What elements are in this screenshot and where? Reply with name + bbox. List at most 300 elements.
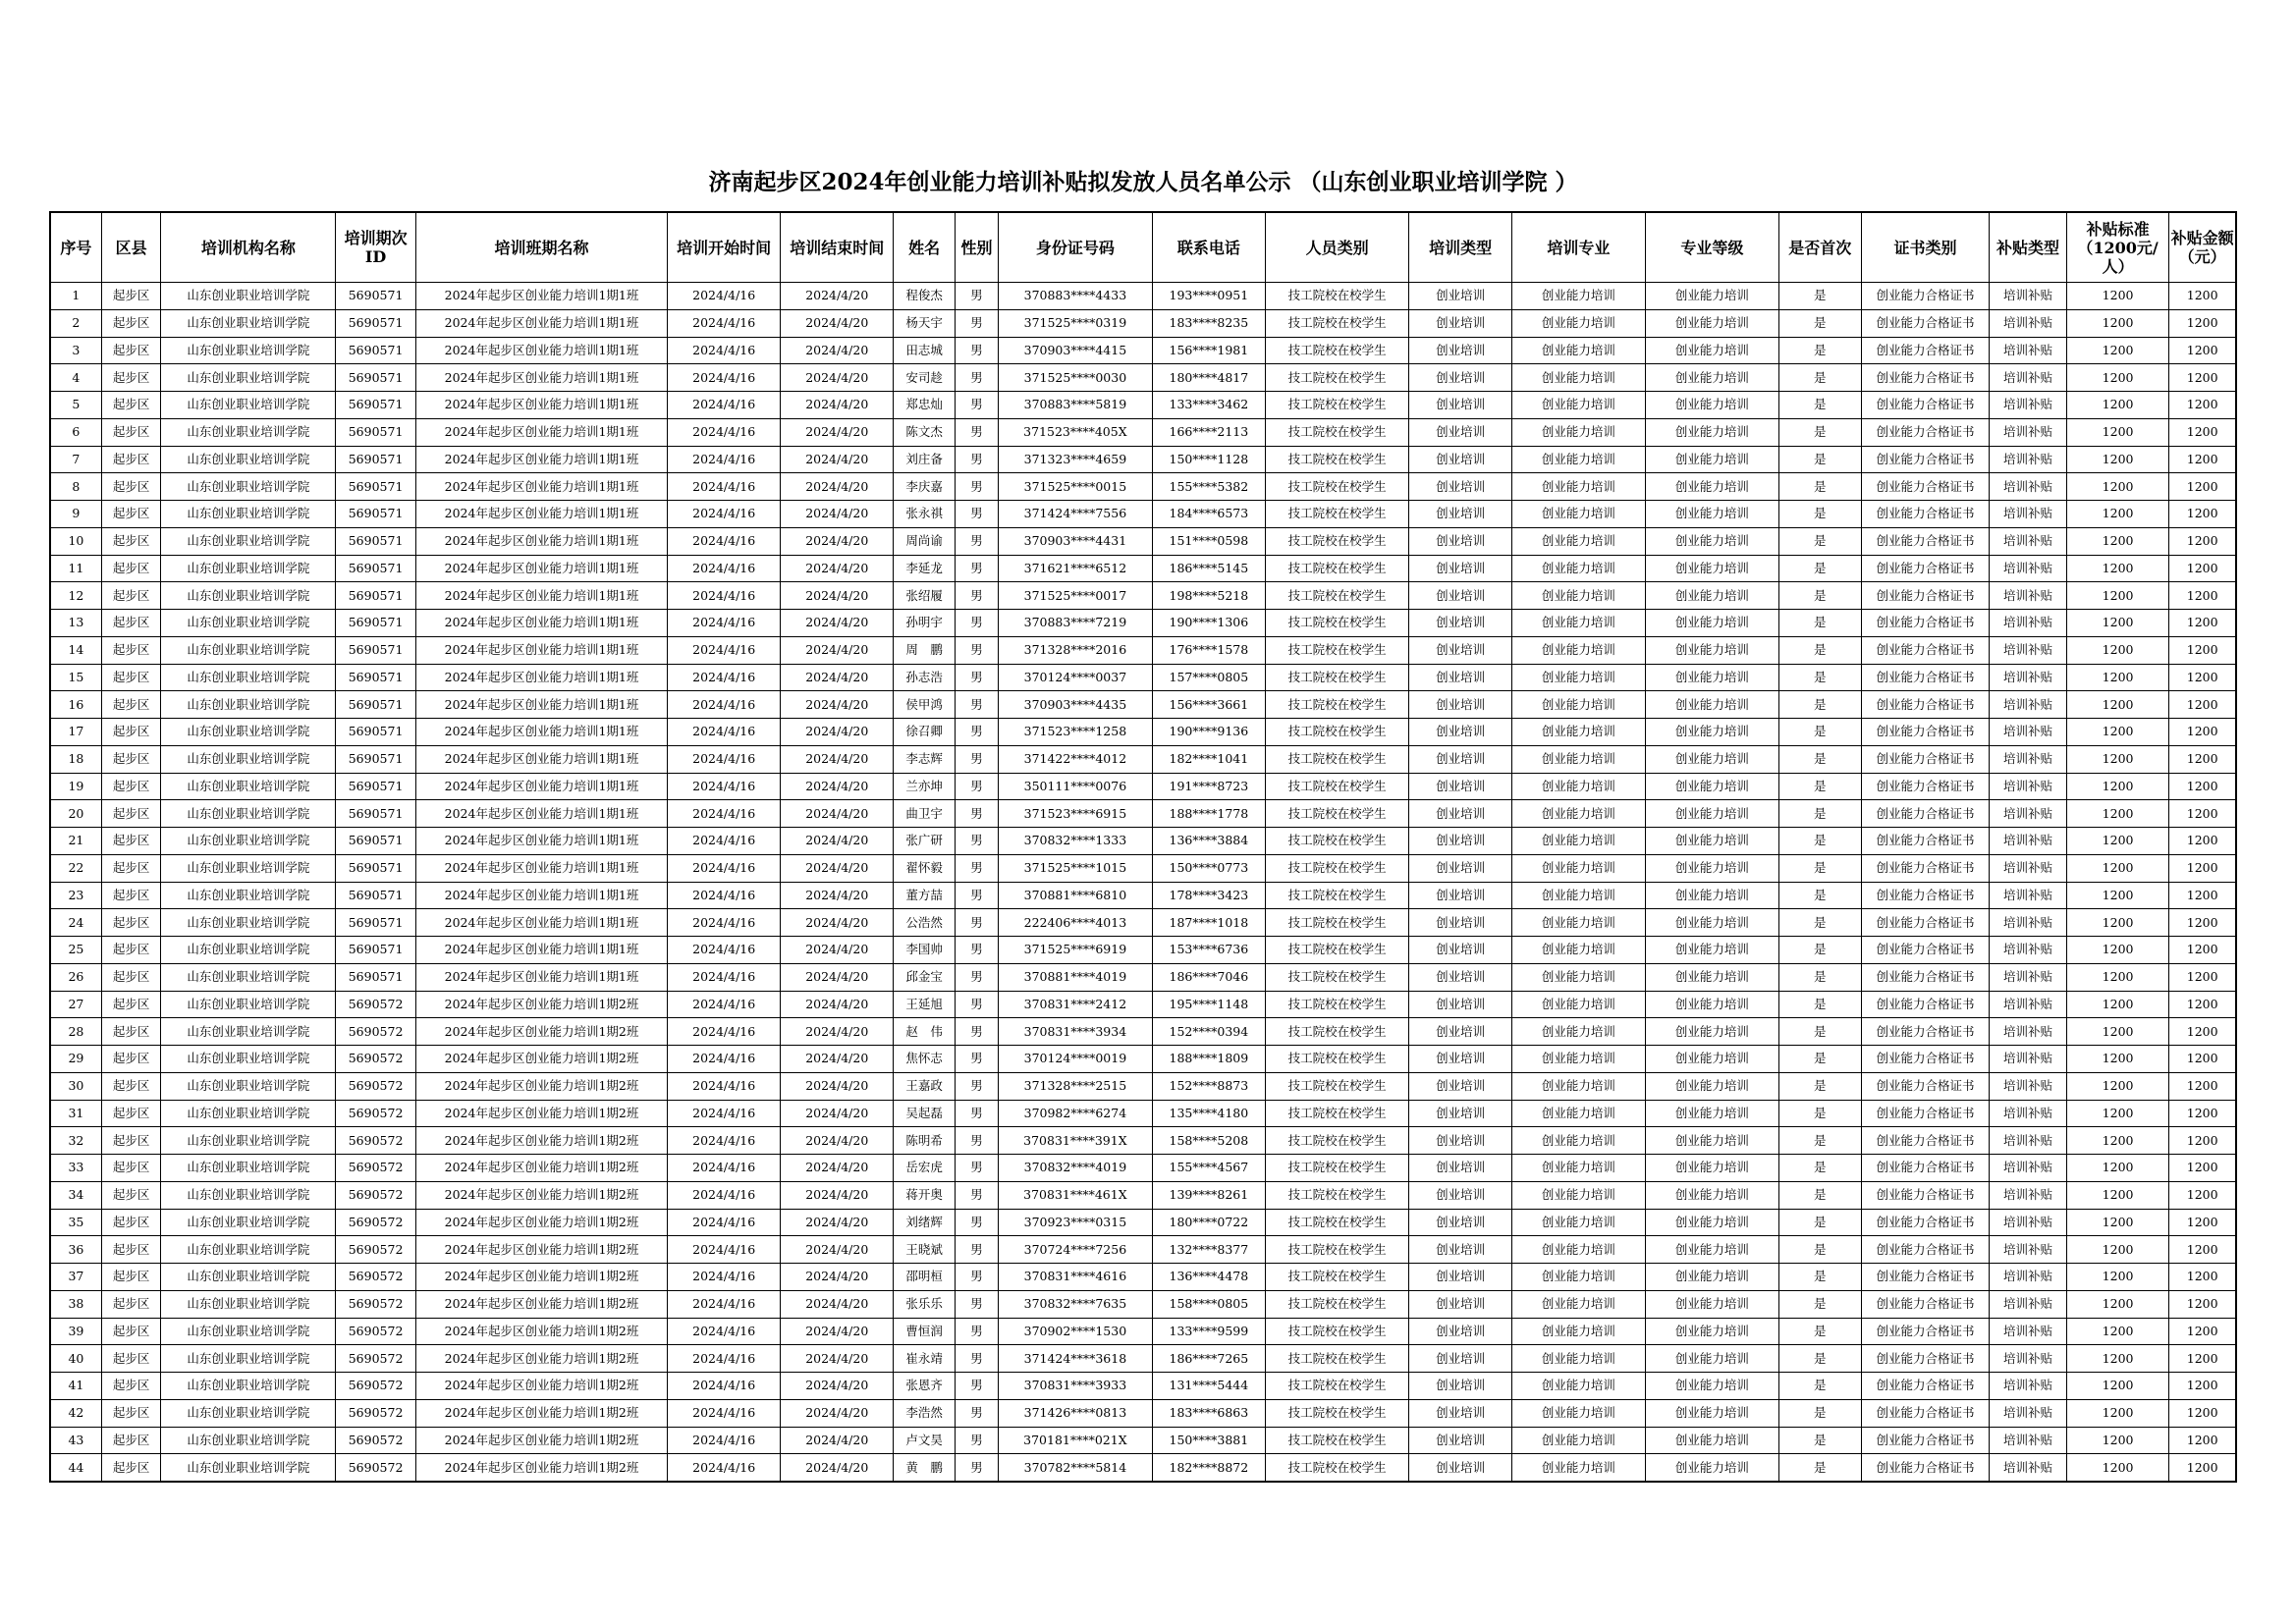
subsidy-standard-cell: 1200: [2066, 1399, 2169, 1427]
row-no-cell: 36: [50, 1236, 101, 1264]
end-date-cell: 2024/4/20: [781, 691, 894, 719]
header-cell: 序号: [50, 212, 101, 283]
training-type-cell: 创业培训: [1409, 937, 1512, 964]
gender-cell: 男: [956, 1100, 999, 1127]
training-major-cell: 创业能力培训: [1511, 1046, 1645, 1073]
training-type-cell: 创业培训: [1409, 1290, 1512, 1318]
start-date-cell: 2024/4/16: [668, 1018, 781, 1046]
subsidy-standard-cell: 1200: [2066, 1018, 2169, 1046]
start-date-cell: 2024/4/16: [668, 582, 781, 610]
id-number-cell: 350111****0076: [998, 773, 1152, 800]
class-name-cell: 2024年起步区创业能力培训1期1班: [415, 909, 667, 937]
training-type-cell: 创业培训: [1409, 664, 1512, 691]
class-name-cell: 2024年起步区创业能力培训1期2班: [415, 1181, 667, 1209]
district-cell: 起步区: [101, 1072, 161, 1100]
org-name-cell: 山东创业职业培训学院: [161, 473, 336, 501]
training-type-cell: 创业培训: [1409, 337, 1512, 364]
subsidy-amount-cell: 1200: [2169, 909, 2236, 937]
end-date-cell: 2024/4/20: [781, 1209, 894, 1236]
end-date-cell: 2024/4/20: [781, 991, 894, 1018]
first-time-cell: 是: [1778, 1373, 1861, 1400]
major-level-cell: 创业能力培训: [1645, 1181, 1778, 1209]
first-time-cell: 是: [1778, 1155, 1861, 1182]
person-category-cell: 技工院校在校学生: [1265, 1399, 1408, 1427]
subsidy-amount-cell: 1200: [2169, 582, 2236, 610]
training-major-cell: 创业能力培训: [1511, 909, 1645, 937]
subsidy-type-cell: 培训补贴: [1990, 1072, 2066, 1100]
person-category-cell: 技工院校在校学生: [1265, 1072, 1408, 1100]
row-no-cell: 23: [50, 882, 101, 909]
district-cell: 起步区: [101, 636, 161, 664]
training-type-cell: 创业培训: [1409, 610, 1512, 637]
period-id-cell: 5690571: [336, 745, 416, 773]
table-row: [50, 283, 2236, 310]
training-type-cell: 创业培训: [1409, 283, 1512, 310]
id-number-cell: 371424****3618: [998, 1345, 1152, 1373]
class-name-cell: 2024年起步区创业能力培训1期1班: [415, 691, 667, 719]
person-name-cell: 周 鹏: [894, 636, 956, 664]
certificate-type-cell: 创业能力合格证书: [1861, 937, 1990, 964]
class-name-cell: 2024年起步区创业能力培训1期1班: [415, 337, 667, 364]
org-name-cell: 山东创业职业培训学院: [161, 854, 336, 882]
first-time-cell: 是: [1778, 854, 1861, 882]
training-major-cell: 创业能力培训: [1511, 1318, 1645, 1345]
subsidy-amount-cell: 1200: [2169, 1318, 2236, 1345]
subsidy-type-cell: 培训补贴: [1990, 1209, 2066, 1236]
phone-cell: 188****1809: [1152, 1046, 1265, 1073]
subsidy-amount-cell: 1200: [2169, 337, 2236, 364]
person-name-cell: 兰亦坤: [894, 773, 956, 800]
class-name-cell: 2024年起步区创业能力培训1期2班: [415, 1127, 667, 1155]
subsidy-type-cell: 培训补贴: [1990, 501, 2066, 528]
class-name-cell: 2024年起步区创业能力培训1期2班: [415, 991, 667, 1018]
period-id-cell: 5690572: [336, 1072, 416, 1100]
id-number-cell: 371328****2016: [998, 636, 1152, 664]
major-level-cell: 创业能力培训: [1645, 1290, 1778, 1318]
class-name-cell: 2024年起步区创业能力培训1期1班: [415, 473, 667, 501]
end-date-cell: 2024/4/20: [781, 610, 894, 637]
person-name-cell: 安司趁: [894, 364, 956, 392]
org-name-cell: 山东创业职业培训学院: [161, 664, 336, 691]
subsidy-type-cell: 培训补贴: [1990, 582, 2066, 610]
class-name-cell: 2024年起步区创业能力培训1期2班: [415, 1100, 667, 1127]
training-major-cell: 创业能力培训: [1511, 664, 1645, 691]
class-name-cell: 2024年起步区创业能力培训1期2班: [415, 1427, 667, 1454]
subsidy-standard-cell: 1200: [2066, 1345, 2169, 1373]
subsidy-type-cell: 培训补贴: [1990, 527, 2066, 555]
certificate-type-cell: 创业能力合格证书: [1861, 418, 1990, 446]
district-cell: 起步区: [101, 418, 161, 446]
phone-cell: 133****3462: [1152, 392, 1265, 419]
training-type-cell: 创业培训: [1409, 364, 1512, 392]
subsidy-standard-cell: 1200: [2066, 991, 2169, 1018]
gender-cell: 男: [956, 882, 999, 909]
person-name-cell: 李国帅: [894, 937, 956, 964]
subsidy-standard-cell: 1200: [2066, 501, 2169, 528]
org-name-cell: 山东创业职业培训学院: [161, 1127, 336, 1155]
first-time-cell: 是: [1778, 1018, 1861, 1046]
end-date-cell: 2024/4/20: [781, 1155, 894, 1182]
training-major-cell: 创业能力培训: [1511, 418, 1645, 446]
district-cell: 起步区: [101, 337, 161, 364]
district-cell: 起步区: [101, 1100, 161, 1127]
id-number-cell: 222406****4013: [998, 909, 1152, 937]
subsidy-type-cell: 培训补贴: [1990, 991, 2066, 1018]
end-date-cell: 2024/4/20: [781, 1290, 894, 1318]
subsidy-amount-cell: 1200: [2169, 392, 2236, 419]
period-id-cell: 5690572: [336, 1427, 416, 1454]
training-type-cell: 创业培训: [1409, 963, 1512, 991]
training-major-cell: 创业能力培训: [1511, 337, 1645, 364]
district-cell: 起步区: [101, 745, 161, 773]
subsidy-roster-table: [49, 211, 2237, 1483]
district-cell: 起步区: [101, 1264, 161, 1291]
training-major-cell: 创业能力培训: [1511, 610, 1645, 637]
certificate-type-cell: 创业能力合格证书: [1861, 773, 1990, 800]
table-row: [50, 773, 2236, 800]
training-type-cell: 创业培训: [1409, 473, 1512, 501]
table-row: [50, 1399, 2236, 1427]
period-id-cell: 5690571: [336, 854, 416, 882]
org-name-cell: 山东创业职业培训学院: [161, 337, 336, 364]
first-time-cell: 是: [1778, 1454, 1861, 1482]
subsidy-standard-cell: 1200: [2066, 527, 2169, 555]
header-cell: 是否首次: [1778, 212, 1861, 283]
end-date-cell: 2024/4/20: [781, 909, 894, 937]
certificate-type-cell: 创业能力合格证书: [1861, 1345, 1990, 1373]
gender-cell: 男: [956, 501, 999, 528]
header-cell: 补贴类型: [1990, 212, 2066, 283]
start-date-cell: 2024/4/16: [668, 555, 781, 582]
first-time-cell: 是: [1778, 527, 1861, 555]
first-time-cell: 是: [1778, 963, 1861, 991]
training-type-cell: 创业培训: [1409, 309, 1512, 337]
training-major-cell: 创业能力培训: [1511, 1127, 1645, 1155]
id-number-cell: 371523****6915: [998, 800, 1152, 828]
table-row: [50, 501, 2236, 528]
person-category-cell: 技工院校在校学生: [1265, 1318, 1408, 1345]
district-cell: 起步区: [101, 473, 161, 501]
subsidy-standard-cell: 1200: [2066, 1155, 2169, 1182]
certificate-type-cell: 创业能力合格证书: [1861, 991, 1990, 1018]
person-name-cell: 公浩然: [894, 909, 956, 937]
phone-cell: 150****0773: [1152, 854, 1265, 882]
first-time-cell: 是: [1778, 636, 1861, 664]
training-major-cell: 创业能力培训: [1511, 1399, 1645, 1427]
row-no-cell: 38: [50, 1290, 101, 1318]
training-major-cell: 创业能力培训: [1511, 1454, 1645, 1482]
certificate-type-cell: 创业能力合格证书: [1861, 1127, 1990, 1155]
page-title: 济南起步区2024年创业能力培训补贴拟发放人员名单公示 （山东创业职业培训学院 ）: [708, 169, 1578, 195]
header-cell: 培训专业: [1511, 212, 1645, 283]
district-cell: 起步区: [101, 937, 161, 964]
major-level-cell: 创业能力培训: [1645, 719, 1778, 746]
class-name-cell: 2024年起步区创业能力培训1期1班: [415, 283, 667, 310]
subsidy-amount-cell: 1200: [2169, 1345, 2236, 1373]
subsidy-amount-cell: 1200: [2169, 991, 2236, 1018]
district-cell: 起步区: [101, 1290, 161, 1318]
subsidy-standard-cell: 1200: [2066, 392, 2169, 419]
subsidy-amount-cell: 1200: [2169, 418, 2236, 446]
row-no-cell: 10: [50, 527, 101, 555]
start-date-cell: 2024/4/16: [668, 1181, 781, 1209]
org-name-cell: 山东创业职业培训学院: [161, 1345, 336, 1373]
end-date-cell: 2024/4/20: [781, 800, 894, 828]
person-category-cell: 技工院校在校学生: [1265, 283, 1408, 310]
id-number-cell: 371525****0017: [998, 582, 1152, 610]
subsidy-amount-cell: 1200: [2169, 527, 2236, 555]
end-date-cell: 2024/4/20: [781, 527, 894, 555]
subsidy-standard-cell: 1200: [2066, 909, 2169, 937]
first-time-cell: 是: [1778, 691, 1861, 719]
org-name-cell: 山东创业职业培训学院: [161, 636, 336, 664]
end-date-cell: 2024/4/20: [781, 882, 894, 909]
period-id-cell: 5690571: [336, 719, 416, 746]
header-cell: 培训类型: [1409, 212, 1512, 283]
org-name-cell: 山东创业职业培训学院: [161, 1072, 336, 1100]
first-time-cell: 是: [1778, 1427, 1861, 1454]
end-date-cell: 2024/4/20: [781, 1373, 894, 1400]
training-major-cell: 创业能力培训: [1511, 773, 1645, 800]
phone-cell: 182****8872: [1152, 1454, 1265, 1482]
first-time-cell: 是: [1778, 1127, 1861, 1155]
table-row: [50, 636, 2236, 664]
subsidy-type-cell: 培训补贴: [1990, 745, 2066, 773]
training-major-cell: 创业能力培训: [1511, 882, 1645, 909]
subsidy-standard-cell: 1200: [2066, 1264, 2169, 1291]
district-cell: 起步区: [101, 1345, 161, 1373]
phone-cell: 150****3881: [1152, 1427, 1265, 1454]
subsidy-standard-cell: 1200: [2066, 745, 2169, 773]
phone-cell: 157****0805: [1152, 664, 1265, 691]
subsidy-type-cell: 培训补贴: [1990, 882, 2066, 909]
period-id-cell: 5690571: [336, 283, 416, 310]
table-row: [50, 800, 2236, 828]
subsidy-amount-cell: 1200: [2169, 882, 2236, 909]
subsidy-amount-cell: 1200: [2169, 745, 2236, 773]
row-no-cell: 5: [50, 392, 101, 419]
subsidy-standard-cell: 1200: [2066, 691, 2169, 719]
table-row: [50, 1046, 2236, 1073]
start-date-cell: 2024/4/16: [668, 963, 781, 991]
start-date-cell: 2024/4/16: [668, 309, 781, 337]
certificate-type-cell: 创业能力合格证书: [1861, 1018, 1990, 1046]
end-date-cell: 2024/4/20: [781, 854, 894, 882]
subsidy-type-cell: 培训补贴: [1990, 800, 2066, 828]
person-name-cell: 李浩然: [894, 1399, 956, 1427]
person-name-cell: 陈明希: [894, 1127, 956, 1155]
certificate-type-cell: 创业能力合格证书: [1861, 1399, 1990, 1427]
first-time-cell: 是: [1778, 446, 1861, 473]
header-cell: 培训开始时间: [668, 212, 781, 283]
period-id-cell: 5690572: [336, 1318, 416, 1345]
subsidy-amount-cell: 1200: [2169, 1373, 2236, 1400]
person-category-cell: 技工院校在校学生: [1265, 1236, 1408, 1264]
major-level-cell: 创业能力培训: [1645, 1127, 1778, 1155]
training-type-cell: 创业培训: [1409, 991, 1512, 1018]
header-cell: 姓名: [894, 212, 956, 283]
end-date-cell: 2024/4/20: [781, 963, 894, 991]
major-level-cell: 创业能力培训: [1645, 283, 1778, 310]
subsidy-standard-cell: 1200: [2066, 719, 2169, 746]
gender-cell: 男: [956, 691, 999, 719]
certificate-type-cell: 创业能力合格证书: [1861, 1236, 1990, 1264]
subsidy-amount-cell: 1200: [2169, 1264, 2236, 1291]
district-cell: 起步区: [101, 1318, 161, 1345]
subsidy-standard-cell: 1200: [2066, 1373, 2169, 1400]
training-major-cell: 创业能力培训: [1511, 691, 1645, 719]
gender-cell: 男: [956, 527, 999, 555]
training-type-cell: 创业培训: [1409, 745, 1512, 773]
gender-cell: 男: [956, 364, 999, 392]
subsidy-type-cell: 培训补贴: [1990, 963, 2066, 991]
subsidy-standard-cell: 1200: [2066, 773, 2169, 800]
subsidy-amount-cell: 1200: [2169, 963, 2236, 991]
org-name-cell: 山东创业职业培训学院: [161, 1209, 336, 1236]
table-row: [50, 1264, 2236, 1291]
person-name-cell: 王延旭: [894, 991, 956, 1018]
end-date-cell: 2024/4/20: [781, 418, 894, 446]
table-row: [50, 337, 2236, 364]
row-no-cell: 16: [50, 691, 101, 719]
org-name-cell: 山东创业职业培训学院: [161, 610, 336, 637]
table-row: [50, 446, 2236, 473]
subsidy-amount-cell: 1200: [2169, 691, 2236, 719]
gender-cell: 男: [956, 773, 999, 800]
training-major-cell: 创业能力培训: [1511, 963, 1645, 991]
subsidy-type-cell: 培训补贴: [1990, 555, 2066, 582]
training-major-cell: 创业能力培训: [1511, 828, 1645, 855]
certificate-type-cell: 创业能力合格证书: [1861, 1373, 1990, 1400]
end-date-cell: 2024/4/20: [781, 1046, 894, 1073]
header-cell: 培训期次ID: [336, 212, 416, 283]
subsidy-standard-cell: 1200: [2066, 963, 2169, 991]
district-cell: 起步区: [101, 501, 161, 528]
subsidy-amount-cell: 1200: [2169, 719, 2236, 746]
table-row: [50, 937, 2236, 964]
person-category-cell: 技工院校在校学生: [1265, 1373, 1408, 1400]
certificate-type-cell: 创业能力合格证书: [1861, 882, 1990, 909]
major-level-cell: 创业能力培训: [1645, 1072, 1778, 1100]
start-date-cell: 2024/4/16: [668, 418, 781, 446]
table-row: [50, 719, 2236, 746]
start-date-cell: 2024/4/16: [668, 446, 781, 473]
person-category-cell: 技工院校在校学生: [1265, 1290, 1408, 1318]
id-number-cell: 370903****4431: [998, 527, 1152, 555]
major-level-cell: 创业能力培训: [1645, 1373, 1778, 1400]
subsidy-amount-cell: 1200: [2169, 309, 2236, 337]
phone-cell: 136****3884: [1152, 828, 1265, 855]
subsidy-standard-cell: 1200: [2066, 446, 2169, 473]
start-date-cell: 2024/4/16: [668, 1209, 781, 1236]
class-name-cell: 2024年起步区创业能力培训1期1班: [415, 418, 667, 446]
certificate-type-cell: 创业能力合格证书: [1861, 828, 1990, 855]
first-time-cell: 是: [1778, 1345, 1861, 1373]
table-row: [50, 828, 2236, 855]
subsidy-standard-cell: 1200: [2066, 473, 2169, 501]
header-cell: 联系电话: [1152, 212, 1265, 283]
phone-cell: 152****8873: [1152, 1072, 1265, 1100]
table-row: [50, 1318, 2236, 1345]
gender-cell: 男: [956, 1018, 999, 1046]
training-type-cell: 创业培训: [1409, 1399, 1512, 1427]
district-cell: 起步区: [101, 963, 161, 991]
phone-cell: 156****1981: [1152, 337, 1265, 364]
major-level-cell: 创业能力培训: [1645, 882, 1778, 909]
gender-cell: 男: [956, 555, 999, 582]
subsidy-standard-cell: 1200: [2066, 1236, 2169, 1264]
org-name-cell: 山东创业职业培训学院: [161, 1100, 336, 1127]
district-cell: 起步区: [101, 1018, 161, 1046]
person-category-cell: 技工院校在校学生: [1265, 392, 1408, 419]
subsidy-type-cell: 培训补贴: [1990, 1290, 2066, 1318]
id-number-cell: 370982****6274: [998, 1100, 1152, 1127]
org-name-cell: 山东创业职业培训学院: [161, 991, 336, 1018]
first-time-cell: 是: [1778, 937, 1861, 964]
training-major-cell: 创业能力培训: [1511, 364, 1645, 392]
class-name-cell: 2024年起步区创业能力培训1期2班: [415, 1264, 667, 1291]
org-name-cell: 山东创业职业培训学院: [161, 1427, 336, 1454]
certificate-type-cell: 创业能力合格证书: [1861, 1427, 1990, 1454]
training-type-cell: 创业培训: [1409, 1127, 1512, 1155]
start-date-cell: 2024/4/16: [668, 1454, 781, 1482]
period-id-cell: 5690571: [336, 828, 416, 855]
end-date-cell: 2024/4/20: [781, 582, 894, 610]
start-date-cell: 2024/4/16: [668, 882, 781, 909]
gender-cell: 男: [956, 1427, 999, 1454]
start-date-cell: 2024/4/16: [668, 991, 781, 1018]
class-name-cell: 2024年起步区创业能力培训1期2班: [415, 1046, 667, 1073]
start-date-cell: 2024/4/16: [668, 937, 781, 964]
period-id-cell: 5690572: [336, 1345, 416, 1373]
training-type-cell: 创业培训: [1409, 418, 1512, 446]
header-cell: 补贴金额（元）: [2169, 212, 2236, 283]
table-row: [50, 1155, 2236, 1182]
id-number-cell: 370881****6810: [998, 882, 1152, 909]
end-date-cell: 2024/4/20: [781, 1264, 894, 1291]
period-id-cell: 5690571: [336, 773, 416, 800]
training-type-cell: 创业培训: [1409, 1427, 1512, 1454]
first-time-cell: 是: [1778, 882, 1861, 909]
gender-cell: 男: [956, 1072, 999, 1100]
district-cell: 起步区: [101, 283, 161, 310]
person-name-cell: 陈文杰: [894, 418, 956, 446]
phone-cell: 183****8235: [1152, 309, 1265, 337]
subsidy-type-cell: 培训补贴: [1990, 828, 2066, 855]
training-type-cell: 创业培训: [1409, 882, 1512, 909]
org-name-cell: 山东创业职业培训学院: [161, 582, 336, 610]
org-name-cell: 山东创业职业培训学院: [161, 937, 336, 964]
training-major-cell: 创业能力培训: [1511, 1264, 1645, 1291]
row-no-cell: 6: [50, 418, 101, 446]
subsidy-amount-cell: 1200: [2169, 773, 2236, 800]
person-name-cell: 张广研: [894, 828, 956, 855]
id-number-cell: 370883****7219: [998, 610, 1152, 637]
certificate-type-cell: 创业能力合格证书: [1861, 1072, 1990, 1100]
header-cell: 身份证号码: [998, 212, 1152, 283]
table-row: [50, 991, 2236, 1018]
person-category-cell: 技工院校在校学生: [1265, 636, 1408, 664]
gender-cell: 男: [956, 719, 999, 746]
first-time-cell: 是: [1778, 1318, 1861, 1345]
gender-cell: 男: [956, 418, 999, 446]
first-time-cell: 是: [1778, 800, 1861, 828]
table-row: [50, 582, 2236, 610]
subsidy-type-cell: 培训补贴: [1990, 1100, 2066, 1127]
subsidy-type-cell: 培训补贴: [1990, 364, 2066, 392]
major-level-cell: 创业能力培训: [1645, 1345, 1778, 1373]
org-name-cell: 山东创业职业培训学院: [161, 1155, 336, 1182]
